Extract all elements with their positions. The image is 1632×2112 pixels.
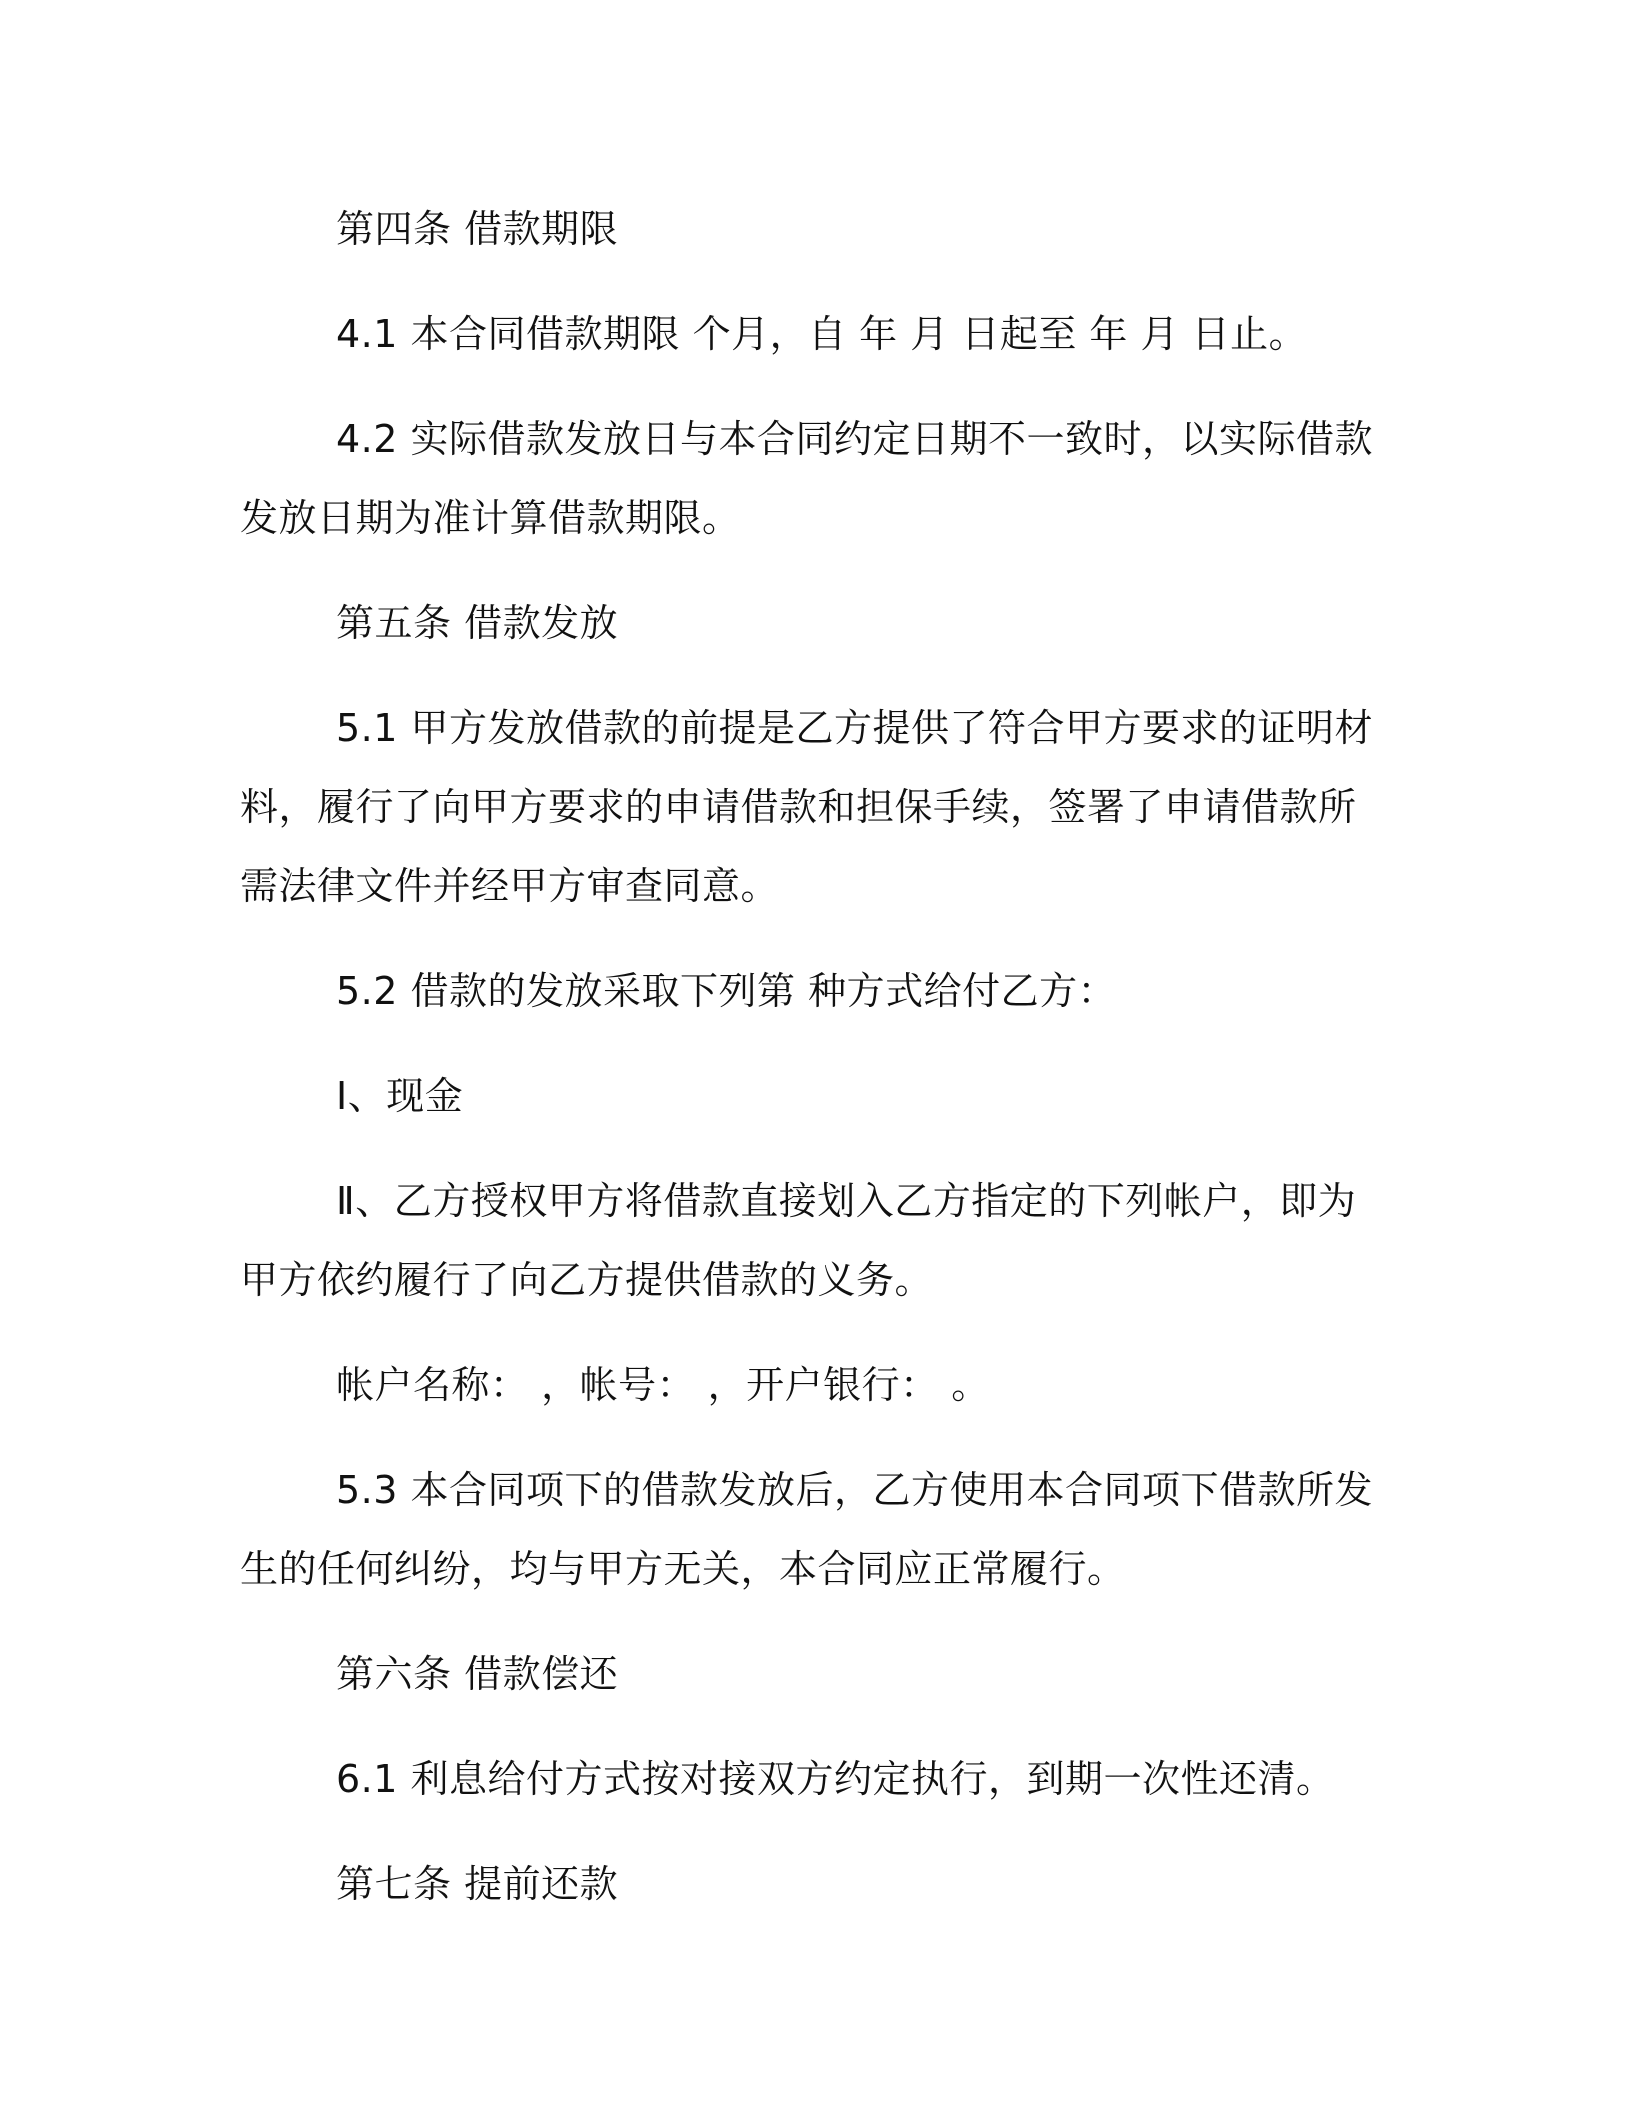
article-4-heading: 第四条 借款期限 <box>336 207 619 251</box>
clause-5-3: 5.3 本合同项下的借款发放后，乙方使用本合同项下借款所发生的任何纠纷，均与甲方无关，本合同应正常履行。 <box>240 1468 1374 1591</box>
document-body <box>240 190 1390 1924</box>
article-7-heading: 第七条 提前还款 <box>336 1862 619 1906</box>
clause-5-1: 5.1 甲方发放借款的前提是乙方提供了符合甲方要求的证明材料，履行了向甲方要求的申请借款和担保手续，签署了申请借款所需法律文件并经甲方审查同意。 <box>240 706 1374 908</box>
option-2-transfer: Ⅱ、乙方授权甲方将借款直接划入乙方指定的下列帐户，即为甲方依约履行了向乙方提供借款的义务。 <box>240 1179 1357 1302</box>
article-6-heading: 第六条 借款偿还 <box>336 1652 619 1696</box>
clause-6-1: 6.1 利息给付方式按对接双方约定执行，到期一次性还清。 <box>336 1757 1335 1801</box>
option-1-cash: Ⅰ、现金 <box>336 1074 464 1118</box>
account-details: 帐户名称： ，帐号： ，开户银行： 。 <box>336 1363 990 1407</box>
clause-5-2: 5.2 借款的发放采取下列第 种方式给付乙方： <box>336 969 1117 1013</box>
clause-4-2: 4.2 实际借款发放日与本合同约定日期不一致时，以实际借款发放日期为准计算借款期限。 <box>240 417 1374 540</box>
clause-4-1: 4.1 本合同借款期限 个月，自 年 月 日起至 年 月 日止。 <box>336 312 1308 356</box>
article-5-heading: 第五条 借款发放 <box>336 601 619 645</box>
